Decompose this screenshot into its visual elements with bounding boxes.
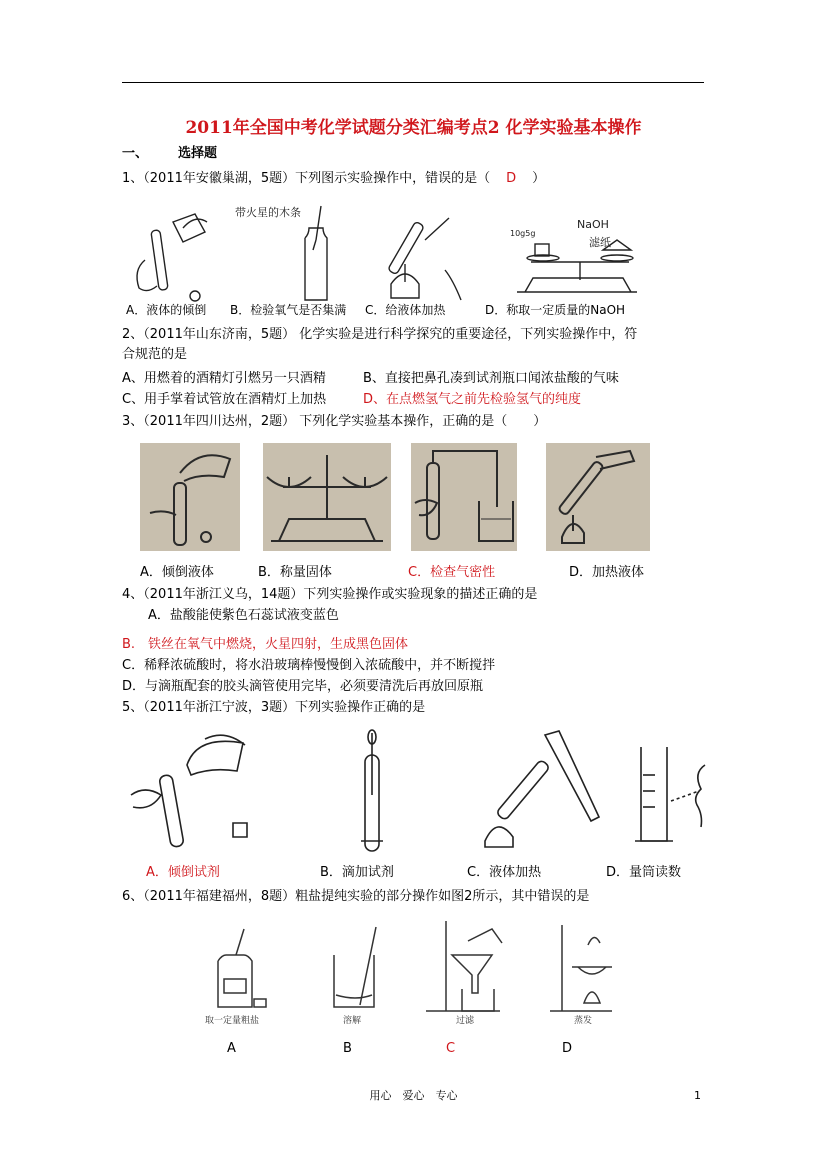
- q4-option-b: B. 铁丝在氧气中燃烧，火星四射，生成黑色固体: [122, 637, 409, 652]
- q3-caption-d: D．加热液体: [569, 565, 645, 580]
- page-number: 1: [694, 1089, 701, 1102]
- q5-caption-c: C．液体加热: [467, 865, 542, 880]
- q3-photo-b: [263, 443, 391, 551]
- q5-line: 5、（2011年浙江宁波，3题）下列实验操作正确的是: [122, 700, 426, 715]
- q4-option-a: A．盐酸能使紫色石蕊试液变蓝色: [148, 608, 339, 623]
- q6-illustrations: [200, 915, 620, 1028]
- q5-caption-d: D．量筒读数: [606, 865, 682, 880]
- q6-fig-label-b: 溶解: [343, 1016, 362, 1026]
- q5-caption-a: A．倾倒试剂: [146, 865, 220, 880]
- q1-caption-d: D．称取一定质量的NaOH: [485, 303, 626, 317]
- q4-line: 4、（2011年浙江义乌，14题）下列实验操作或实验现象的描述正确的是: [122, 587, 538, 602]
- header-rule: [122, 82, 704, 83]
- q1-fig-d-naoh: NaOH: [577, 218, 609, 231]
- q6-fig-label-c: 过滤: [456, 1016, 475, 1026]
- q1-caption-a: A．液体的倾倒: [126, 303, 207, 317]
- q1-close: ）: [532, 171, 546, 186]
- q2-line-2: 合规范的是: [122, 347, 188, 362]
- q2-line-1: 2、（2011年山东济南，5题） 化学实验是进行科学探究的重要途径，下列实验操作中，符: [122, 327, 638, 342]
- q6-fig-label-d: 蒸发: [574, 1016, 593, 1026]
- q2-option-d: D、在点燃氢气之前先检验氢气的纯度: [363, 392, 582, 407]
- q1-text: 1、（2011年安徽巢湖，5题）下列图示实验操作中，错误的是（: [122, 171, 491, 186]
- q6-line: 6、（2011年福建福州，8题）粗盐提纯实验的部分操作如图2所示，其中错误的是: [122, 889, 590, 904]
- q1-answer: D: [506, 171, 517, 186]
- q3-photo-a: [140, 443, 240, 551]
- q5-illustrations: [125, 725, 725, 853]
- section-label: 选择题: [178, 146, 218, 161]
- q1-fig-d-paper: 滤纸: [589, 236, 611, 249]
- q3-caption-b: B．称量固体: [258, 565, 332, 580]
- q2-option-c: C、用手掌着试管放在酒精灯上加热: [122, 392, 327, 407]
- q3-caption-a: A．倾倒液体: [140, 565, 214, 580]
- section-number: 一、: [122, 146, 149, 161]
- q1-caption-b: B．检验氧气是否集满: [230, 303, 347, 317]
- question-1: [122, 170, 545, 188]
- q3-photo-d: [546, 443, 650, 551]
- q6-fig-label-a: 取一定量粗盐: [205, 1016, 260, 1026]
- q6-figure-strip: [200, 915, 620, 1028]
- q6-option-d: D: [562, 1041, 573, 1056]
- q1-fig-d-weights: 10g5g: [510, 229, 536, 238]
- q6-option-c: C: [446, 1041, 456, 1056]
- q3-line: 3、（2011年四川达州，2题） 下列化学实验基本操作，正确的是（ ）: [122, 414, 547, 429]
- q5-figure-strip: [125, 725, 725, 853]
- q6-option-a: A: [227, 1041, 236, 1056]
- q1-caption-c: C．给液体加热: [365, 303, 446, 317]
- footer-motto: 用心 爱心 专心: [369, 1089, 458, 1102]
- q2-option-a: A、用燃着的酒精灯引燃另一只酒精: [122, 371, 326, 386]
- q3-photo-c: [411, 443, 517, 551]
- q5-caption-b: B．滴加试剂: [320, 865, 394, 880]
- q3-caption-c: C．检查气密性: [408, 565, 496, 580]
- section-heading: [122, 145, 217, 163]
- page-title: 2011年全国中考化学试题分类汇编考点2 化学实验基本操作: [185, 118, 642, 138]
- q4-option-c: C．稀释浓硫酸时，将水沿玻璃棒慢慢倒入浓硫酸中，并不断搅拌: [122, 658, 496, 673]
- q6-option-b: B: [343, 1041, 352, 1056]
- q1-fig-b-label: 带火星的木条: [235, 206, 301, 219]
- q2-option-b: B、直接把鼻孔凑到试剂瓶口闻浓盐酸的气味: [363, 371, 619, 386]
- q4-option-d: D．与滴瓶配套的胶头滴管使用完毕，必须要清洗后再放回原瓶: [122, 679, 484, 694]
